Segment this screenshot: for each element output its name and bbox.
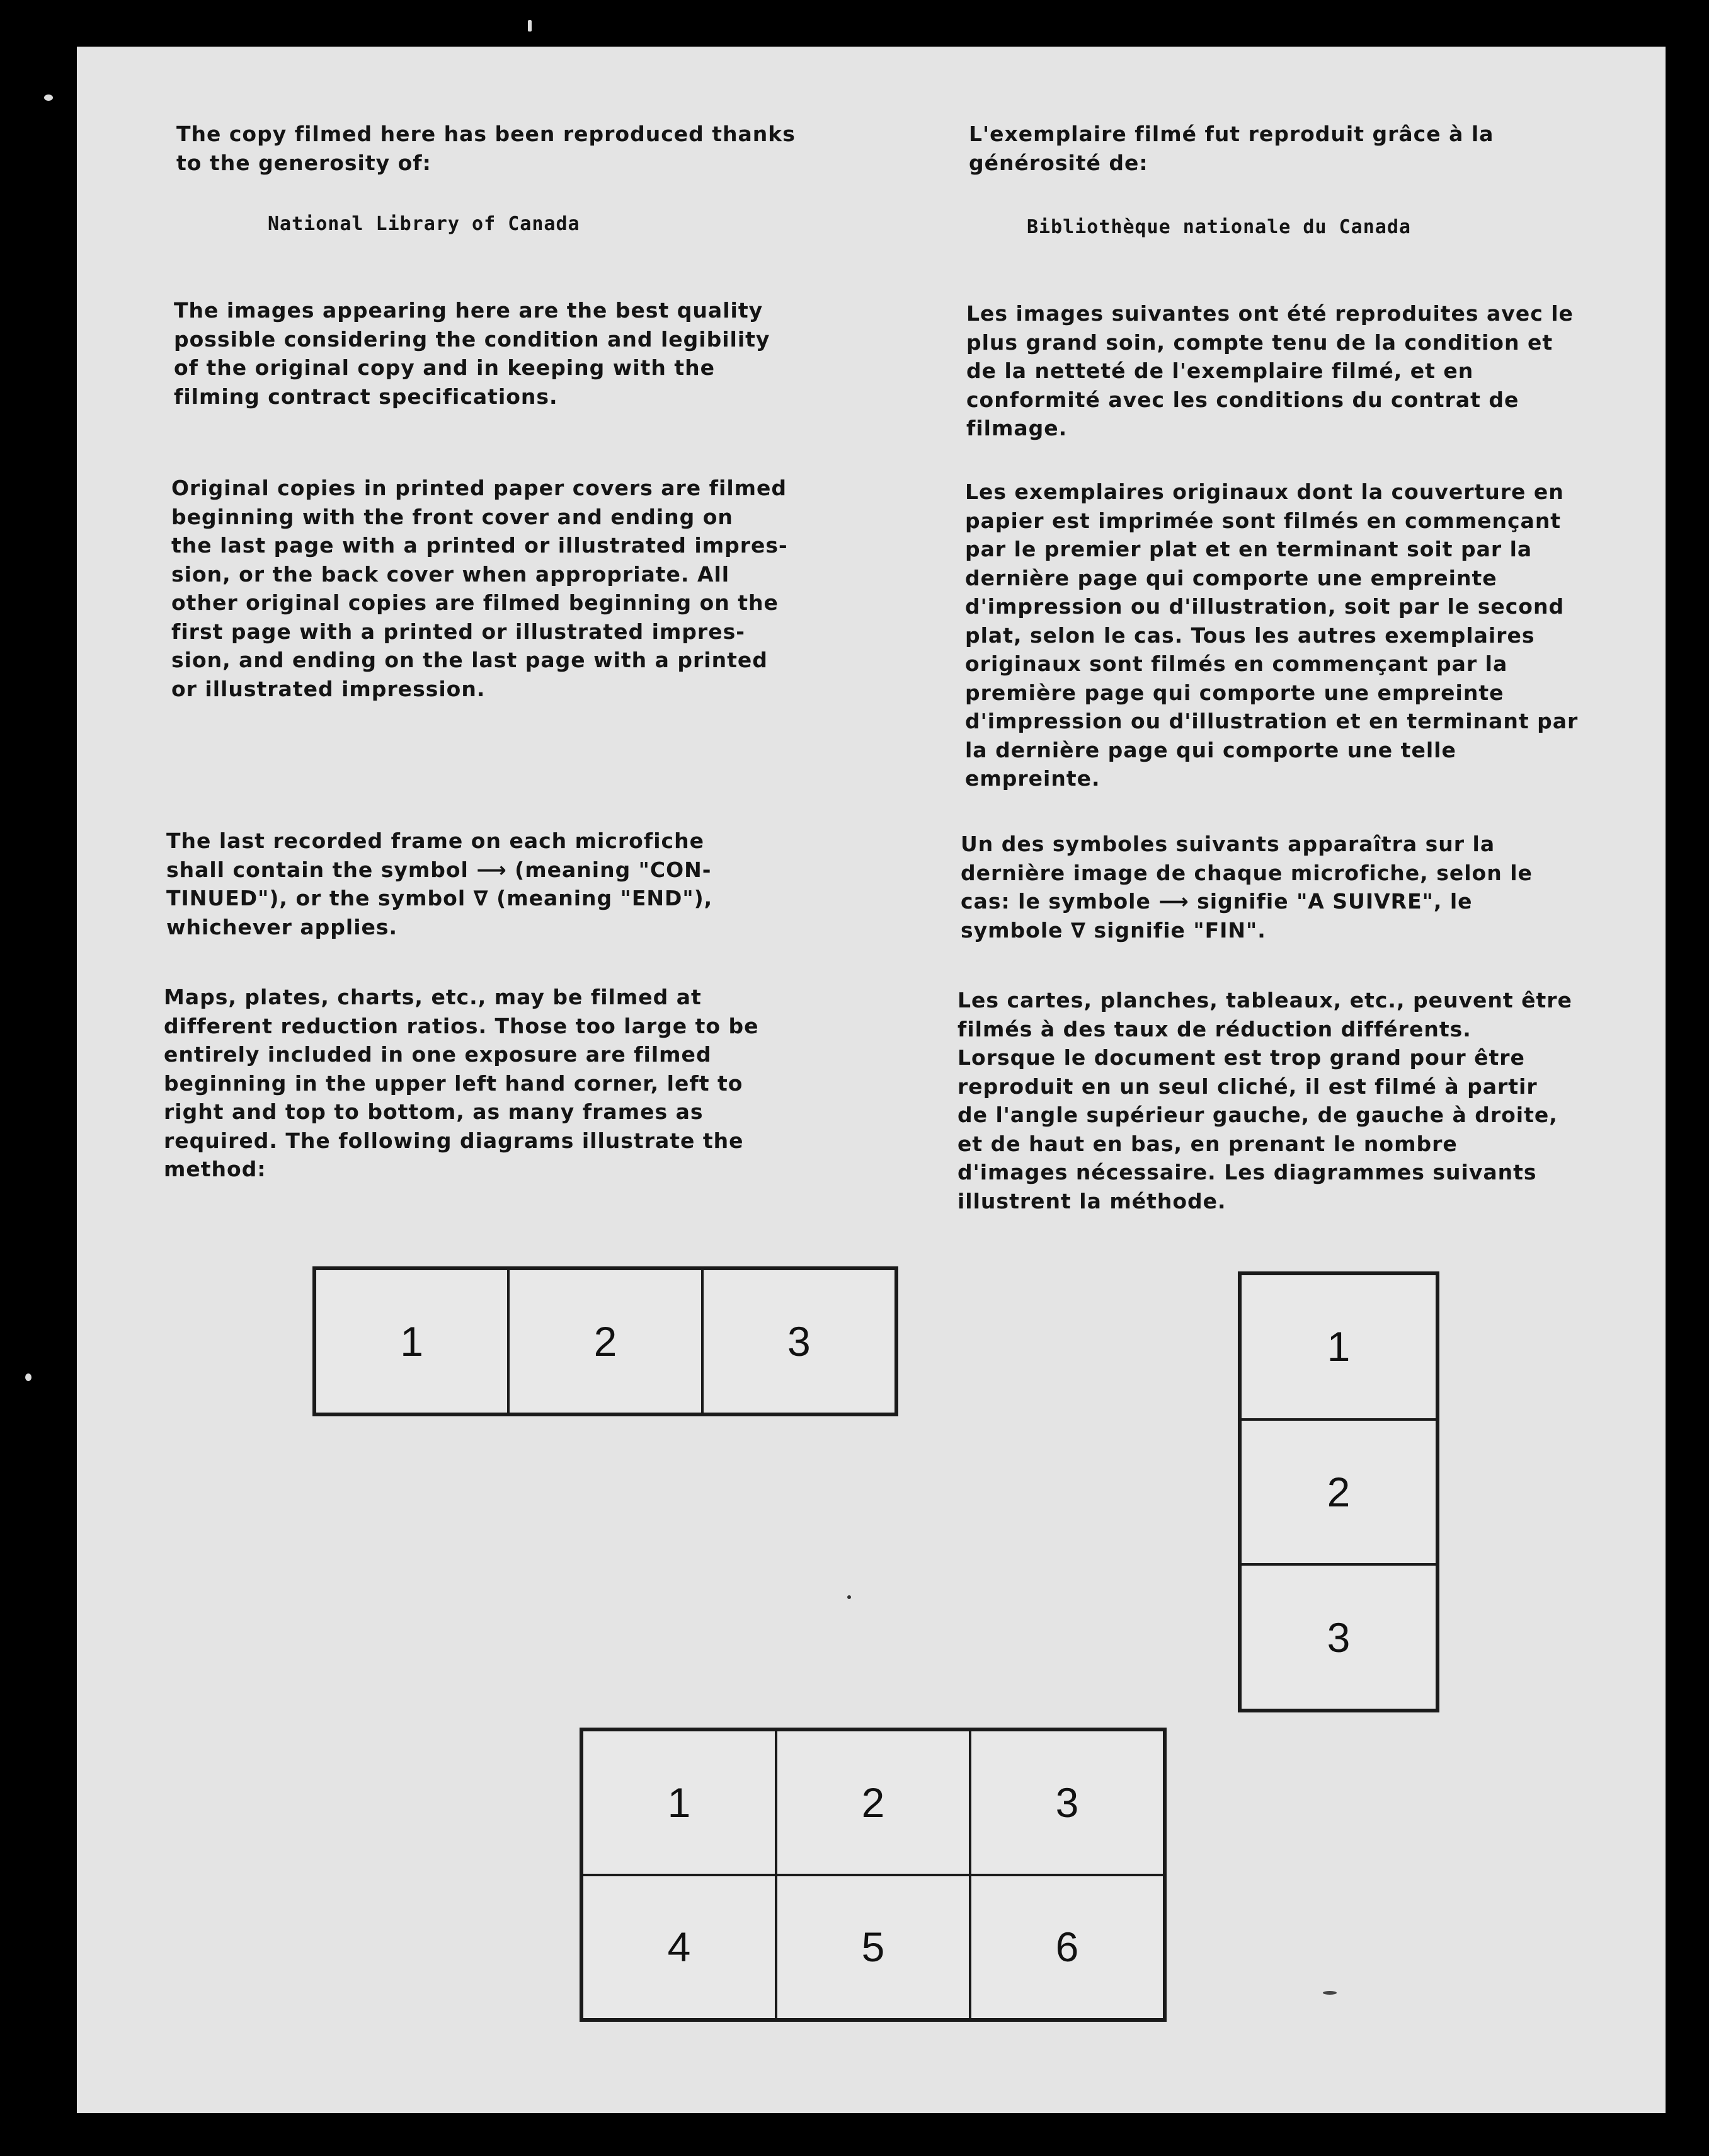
thanks-en: The copy filmed here has been reproduced thanks to the generosity of: xyxy=(176,122,796,175)
thanks-fr: L'exemplaire filmé fut reproduit grâce à la générosité de: xyxy=(969,122,1494,175)
scan-speck xyxy=(44,95,53,101)
symbols-en: The last recorded frame on each microfiche shall contain the symbol ⟶ (meaning "CON- TINUED"), or the symbol ∇ (meaning "END"), whichever applies. xyxy=(166,829,713,939)
library-name-en: National Library of Canada xyxy=(268,213,580,235)
diagram-vertical-strip xyxy=(1238,1271,1439,1712)
frame-cell: 3 xyxy=(970,1730,1164,1875)
frame-cell: 1 xyxy=(315,1269,508,1414)
diagram-grid-2x3 xyxy=(580,1728,1167,2022)
scan-speck xyxy=(1323,1991,1337,1995)
frame-cell: 1 xyxy=(1240,1274,1437,1419)
symbols-fr: Un des symboles suivants apparaîtra sur la dernière image de chaque microfiche, selon le cas: le symbole ⟶ signifie "A SUIVRE", le symbole ∇ signifie "FIN". xyxy=(961,832,1533,943)
quality-en: The images appearing here are the best quality possible considering the condition and legibility of the original copy and in keeping with the filming contract specifications. xyxy=(174,298,770,409)
frame-cell: 6 xyxy=(970,1875,1164,2020)
frame-cell: 2 xyxy=(508,1269,702,1414)
scan-speck xyxy=(528,20,532,32)
diagram-horizontal-strip xyxy=(312,1266,898,1416)
frame-cell: 3 xyxy=(702,1269,896,1414)
frame-cell: 2 xyxy=(1240,1419,1437,1565)
library-name-fr: Bibliothèque nationale du Canada xyxy=(1027,216,1411,238)
originals-en: Original copies in printed paper covers are filmed beginning with the front cover and ending on the last page with a printed or illustrated impres- sion, or the back cover when appropriate. All other original copies are filmed beginning on the first page with a printed or illustrated impres- sion, and ending on the last page with a printed or illustrated impression. xyxy=(171,476,788,701)
maps-fr: Les cartes, planches, tableaux, etc., peuvent être filmés à des taux de réduction différents. Lorsque le document est trop grand pour être reproduit en un seul cliché, il est filmé à partir de l'angle supérieur gauche, de gauche à droite, et de haut en bas, en prenant le nombre d'images nécessaire. Les diagrammes suivants illustrent la méthode. xyxy=(957,988,1572,1213)
frame-cell: 4 xyxy=(582,1875,776,2020)
maps-en: Maps, plates, charts, etc., may be filmed at different reduction ratios. Those too large to be entirely included in one exposure are filmed beginning in the upper left hand corner, left to right and top to bottom, as many frames as required. The following diagrams illustrate the method: xyxy=(164,985,759,1181)
frame-cell: 5 xyxy=(776,1875,970,2020)
scan-speck xyxy=(847,1595,851,1599)
scan-speck xyxy=(25,1373,31,1381)
originals-fr: Les exemplaires originaux dont la couverture en papier est imprimée sont filmés en commençant par le premier plat et en terminant soit par la dernière page qui comporte une empreinte d'impression ou d'illustration, soit par le second plat, selon le cas. Tous les autres exemplaires originaux sont filmés en commençant par la première page qui comporte une empreinte d'impression ou d'illustration et en terminant par la dernière page qui comporte une telle empreinte. xyxy=(965,479,1579,791)
frame-cell: 2 xyxy=(776,1730,970,1875)
quality-fr: Les images suivantes ont été reproduites avec le plus grand soin, compte tenu de la condition et de la netteté de l'exemplaire filmé, et en conformité avec les conditions du contrat de filmage. xyxy=(966,301,1574,440)
frame-cell: 1 xyxy=(582,1730,776,1875)
frame-cell: 3 xyxy=(1240,1564,1437,1710)
